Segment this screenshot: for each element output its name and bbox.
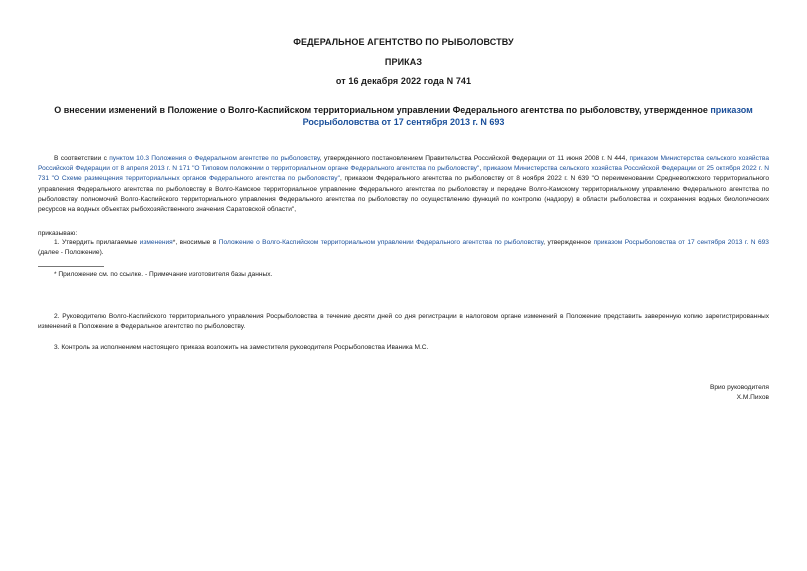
signature-position: Врио руководителя — [709, 384, 769, 391]
footnote: * Приложение см. по ссылке. - Примечание изготовителя базы данных. — [54, 271, 273, 278]
changes-link[interactable]: изменения — [139, 239, 173, 246]
item-1-text-1: 1. Утвердить прилагаемые — [54, 239, 140, 246]
preamble-text-4: , приказом Федерального агентства по рыболовству от 8 ноября 2022 г. N 639 "О переименовании Средневолжского территориального управления Федерального агентства по рыболовству в Волго-Камское территориальное управление Федерального агентства по рыболовству и передаче Волго-Камскому территориальному управлению Федерального агентства по рыболовству полномочий Волго-Каспийского территориального управления Федерального агентства по рыболовству по осуществлению функций по контролю (надзору) в области рыболовства и сохранения водных биологических ресурсов на водных объектах рыбохозяйственного значения Саратовской области", — [38, 175, 769, 214]
preamble-paragraph — [38, 154, 769, 215]
preamble-text-1: В соответствии с — [54, 155, 110, 162]
signature-name: Х.М.Пихов — [736, 394, 769, 401]
order-693-link[interactable]: приказом Росрыболовства от 17 сентября 2013 г. N 693 — [593, 239, 769, 246]
item-1-text-4: (далее - Положение). — [38, 249, 104, 257]
agency-heading: ФЕДЕРАЛЬНОЕ АГЕНТСТВО ПО РЫБОЛОВСТВУ — [293, 37, 514, 47]
order-731-link[interactable]: приказом Министерства сельского хозяйства Российской Федерации от 25 октября 2022 г. N 731 "О Схеме размещения территориальных органов Федерального агентства по рыболовству" — [38, 165, 769, 183]
title-order-link[interactable]: приказом Росрыболовства от 17 сентября 2013 г. N 693 — [302, 105, 753, 127]
title-text: О внесении изменений в Положение о Волго-Каспийском территориальном управлении Федерального агентства по рыболовству, утвержденное — [54, 105, 711, 115]
item-1-paragraph — [38, 238, 769, 258]
item-3-paragraph: 3. Контроль за исполнением настоящего приказа возложить на заместителя руководителя Росрыболовства Иваника М.С. — [54, 344, 429, 351]
regulation-volgo-caspian-link[interactable]: Положение о Волго-Каспийском территориальном управлении Федерального агентства по рыболовству — [218, 239, 544, 246]
preamble-text-3: , — [479, 165, 484, 173]
regulation-link[interactable]: пунктом 10.3 Положения о Федеральном агентстве по рыболовству — [109, 155, 320, 162]
document-title — [48, 104, 759, 128]
order-171-link[interactable]: приказом Министерства сельского хозяйства Российской Федерации от 8 апреля 2013 г. N 171 "О Типовом положении о территориальном органе Федерального агентства по рыболовству" — [38, 155, 770, 173]
order-word: приказываю: — [38, 230, 78, 237]
item-1-text-3: , утвержденное — [543, 239, 594, 246]
item-1-text-2: *, вносимые в — [172, 239, 219, 246]
preamble-text-2: , утвержденного постановлением Правительства Российской Федерации от 11 июня 2008 г. N 444, — [319, 155, 630, 162]
item-2-paragraph: 2. Руководителю Волго-Каспийского территориального управления Росрыболовства в течение десяти дней со дня регистрации в налоговом органе изменений в Положение представить заверенную копию зарегистрированных изменений в Положение в Федеральное агентство по рыболовству. — [38, 313, 769, 331]
footnote-separator — [38, 266, 104, 267]
date-number-heading: от 16 декабря 2022 года N 741 — [335, 76, 472, 86]
doc-type-heading: ПРИКАЗ — [384, 57, 423, 67]
